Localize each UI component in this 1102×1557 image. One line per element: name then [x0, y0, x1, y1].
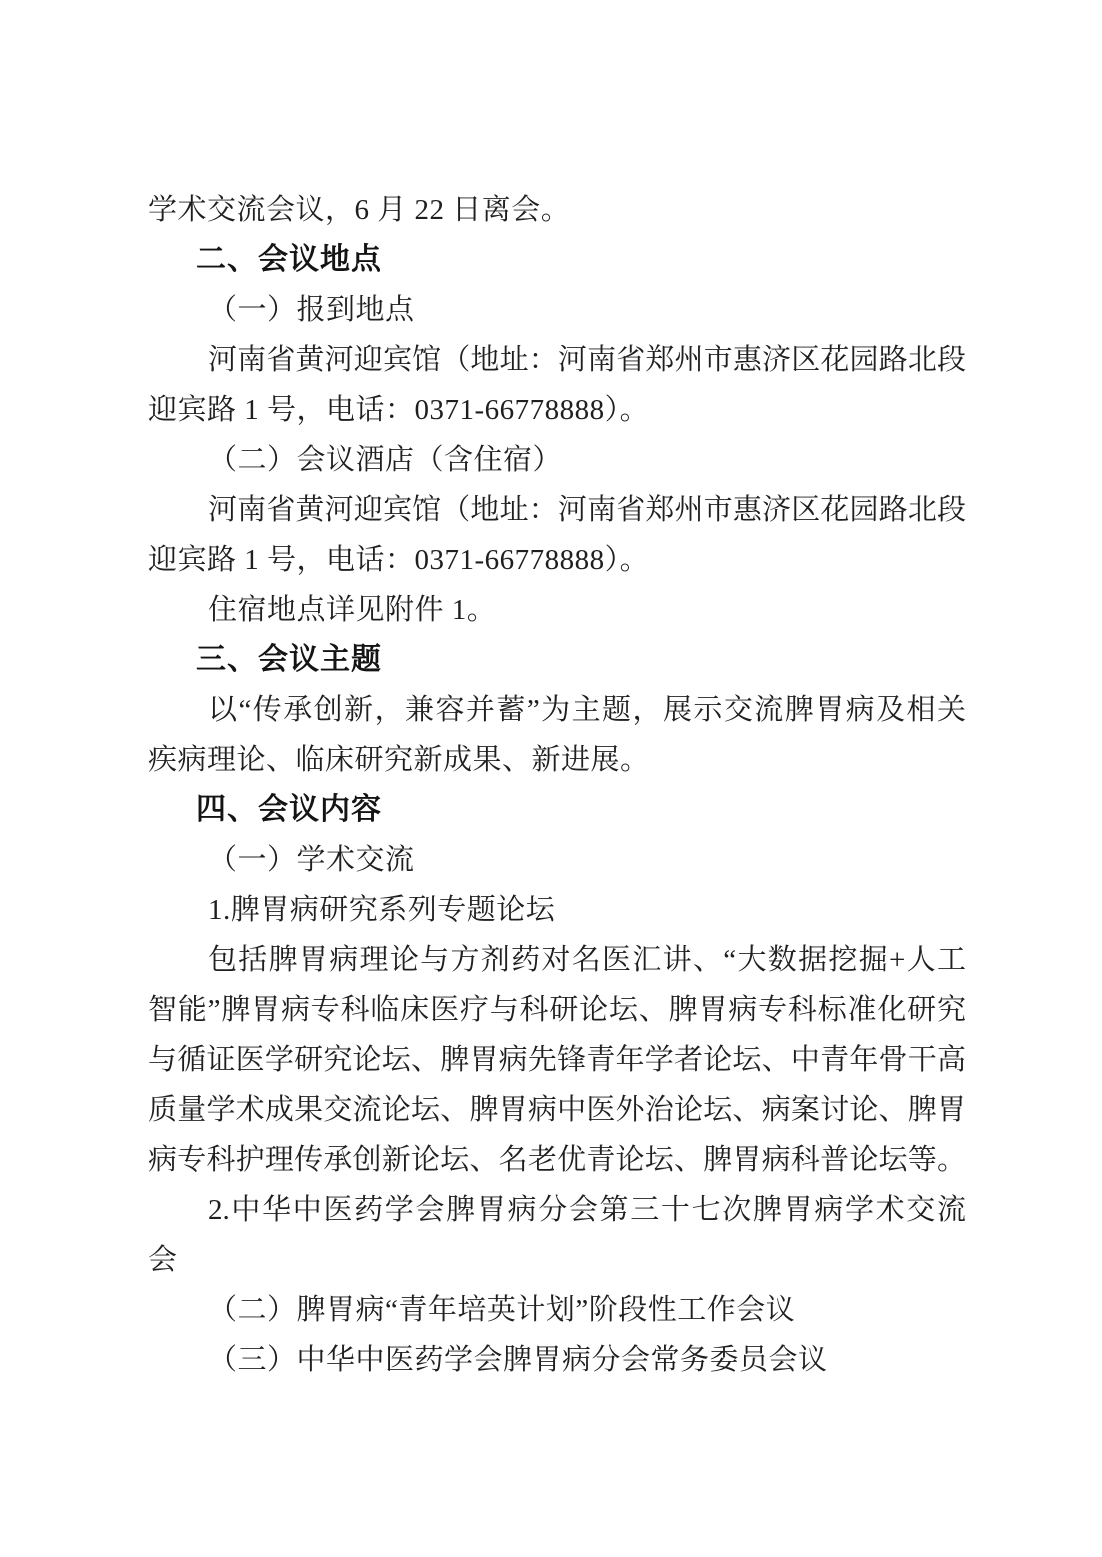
document-line: （一）学术交流 [208, 844, 415, 876]
document-line: （一）报到地点 [208, 294, 415, 326]
document-line: 住宿地点详见附件 1。 [208, 594, 497, 626]
document-line: 质量学术成果交流论坛、脾胃病中医外治论坛、病案讨论、脾胃 [148, 1094, 966, 1126]
document-line: 河南省黄河迎宾馆（地址：河南省郑州市惠济区花园路北段 [208, 344, 966, 376]
document-text-block [148, 185, 966, 1385]
document-line: 1.脾胃病研究系列专题论坛 [208, 894, 556, 926]
document-line: 迎宾路 1 号，电话：0371-66778888）。 [148, 394, 650, 426]
document-line: （三）中华中医药学会脾胃病分会常务委员会议 [208, 1344, 828, 1376]
document-line: 病专科护理传承创新论坛、名老优青论坛、脾胃病科普论坛等。 [148, 1144, 966, 1176]
document-line: 疾病理论、临床研究新成果、新进展。 [148, 744, 650, 776]
section-heading: 二、会议地点 [196, 243, 382, 276]
document-line: 以“传承创新，兼容并蓄”为主题，展示交流脾胃病及相关 [208, 694, 966, 726]
document-line: 与循证医学研究论坛、脾胃病先锋青年学者论坛、中青年骨干高 [148, 1044, 966, 1076]
document-line: 迎宾路 1 号，电话：0371-66778888）。 [148, 544, 650, 576]
document-line: 智能”脾胃病专科临床医疗与科研论坛、脾胃病专科标准化研究 [148, 994, 966, 1026]
document-line: 包括脾胃病理论与方剂药对名医汇讲、“大数据挖掘+人工 [208, 944, 966, 976]
section-heading: 四、会议内容 [196, 793, 382, 826]
document-line: 2.中华中医药学会脾胃病分会第三十七次脾胃病学术交流 [208, 1194, 966, 1226]
document-line: （二）会议酒店（含住宿） [208, 444, 563, 476]
document-line: 会 [148, 1244, 178, 1276]
document-line: 学术交流会议，6 月 22 日离会。 [148, 194, 571, 226]
document-line: （二）脾胃病“青年培英计划”阶段性工作会议 [208, 1294, 796, 1326]
document-line: 河南省黄河迎宾馆（地址：河南省郑州市惠济区花园路北段 [208, 494, 966, 526]
section-heading: 三、会议主题 [196, 643, 382, 676]
